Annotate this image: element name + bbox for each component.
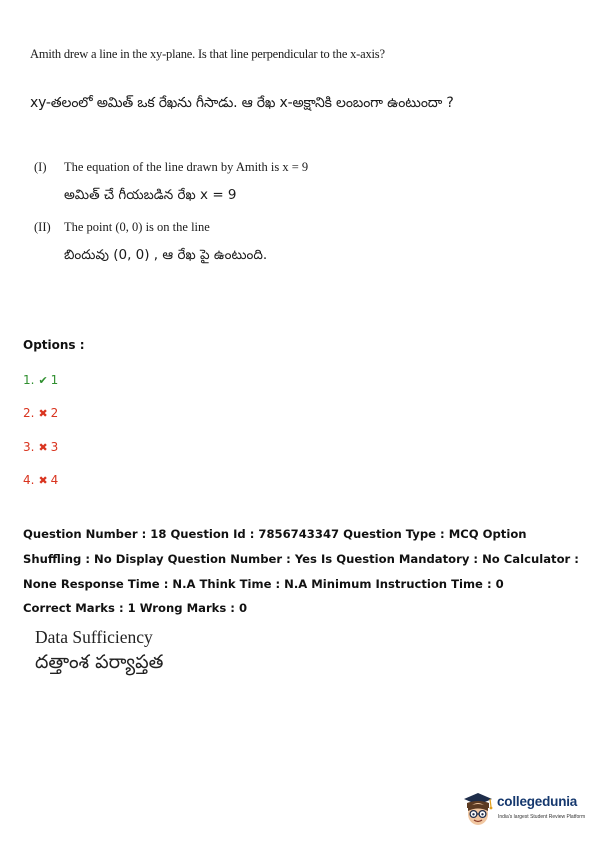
question-metadata: Question Number : 18 Question Id : 7856743347 Question Type : MCQ Option Shuffling : No Display Question Number : Yes Is Question Mandatory : No Calculator : None Response Time : N.A Think Time : N.A Minimum Instruction Time : 0 <box>23 527 579 591</box>
option-4 <box>23 473 58 487</box>
question-telugu: xy-తలంలో అమిత్ ఒక రేఖను గీసాడు. ఆ రేఖ x-అక్షానికి లంబంగా ఉంటుందా ? <box>30 95 454 111</box>
option-1 <box>23 373 58 387</box>
option-2-number: 2. <box>23 406 35 420</box>
option-2-label: 2 <box>50 406 59 420</box>
statement-2-english: The point (0, 0) is on the line <box>64 220 210 234</box>
statement-1 <box>34 160 308 175</box>
option-4-label: 4 <box>50 473 59 487</box>
section-title-english: Data Sufficiency <box>35 627 153 647</box>
option-1-number: 1. <box>23 373 35 387</box>
collegedunia-logo <box>460 790 590 830</box>
logo-wordmark: collegedunia <box>497 794 578 809</box>
option-1-label: 1 <box>50 373 59 387</box>
statement-2-number: (II) <box>34 220 51 234</box>
option-3-label: 3 <box>50 440 59 454</box>
marks-metadata: Correct Marks : 1 Wrong Marks : 0 <box>23 601 248 615</box>
statement-1-number: (I) <box>34 160 47 174</box>
option-3 <box>23 440 58 454</box>
section-title-telugu: దత్తాంశ పర్యాప్తత <box>35 651 164 673</box>
cross-icon: ✖ <box>38 474 48 487</box>
option-3-number: 3. <box>23 440 35 454</box>
option-2 <box>23 406 58 420</box>
question-english: Amith drew a line in the xy-plane. Is that line perpendicular to the x-axis? <box>30 47 385 61</box>
statement-1-english: The equation of the line drawn by Amith is x = 9 <box>64 160 309 174</box>
checkmark-icon: ✔ <box>38 374 48 387</box>
logo-tagline: India's largest Student Review Platform <box>498 814 586 820</box>
statement-1-telugu: అమిత్ చే గీయబడిన రేఖ x = 9 <box>64 187 237 203</box>
option-4-number: 4. <box>23 473 35 487</box>
mascot-icon <box>460 790 496 830</box>
options-title: Options : <box>23 338 85 352</box>
cross-icon: ✖ <box>38 407 48 420</box>
statement-2 <box>34 220 210 235</box>
statement-2-telugu: బిందువు (0, 0) , ఆ రేఖ పై ఉంటుంది. <box>64 247 268 263</box>
cross-icon: ✖ <box>38 441 48 454</box>
